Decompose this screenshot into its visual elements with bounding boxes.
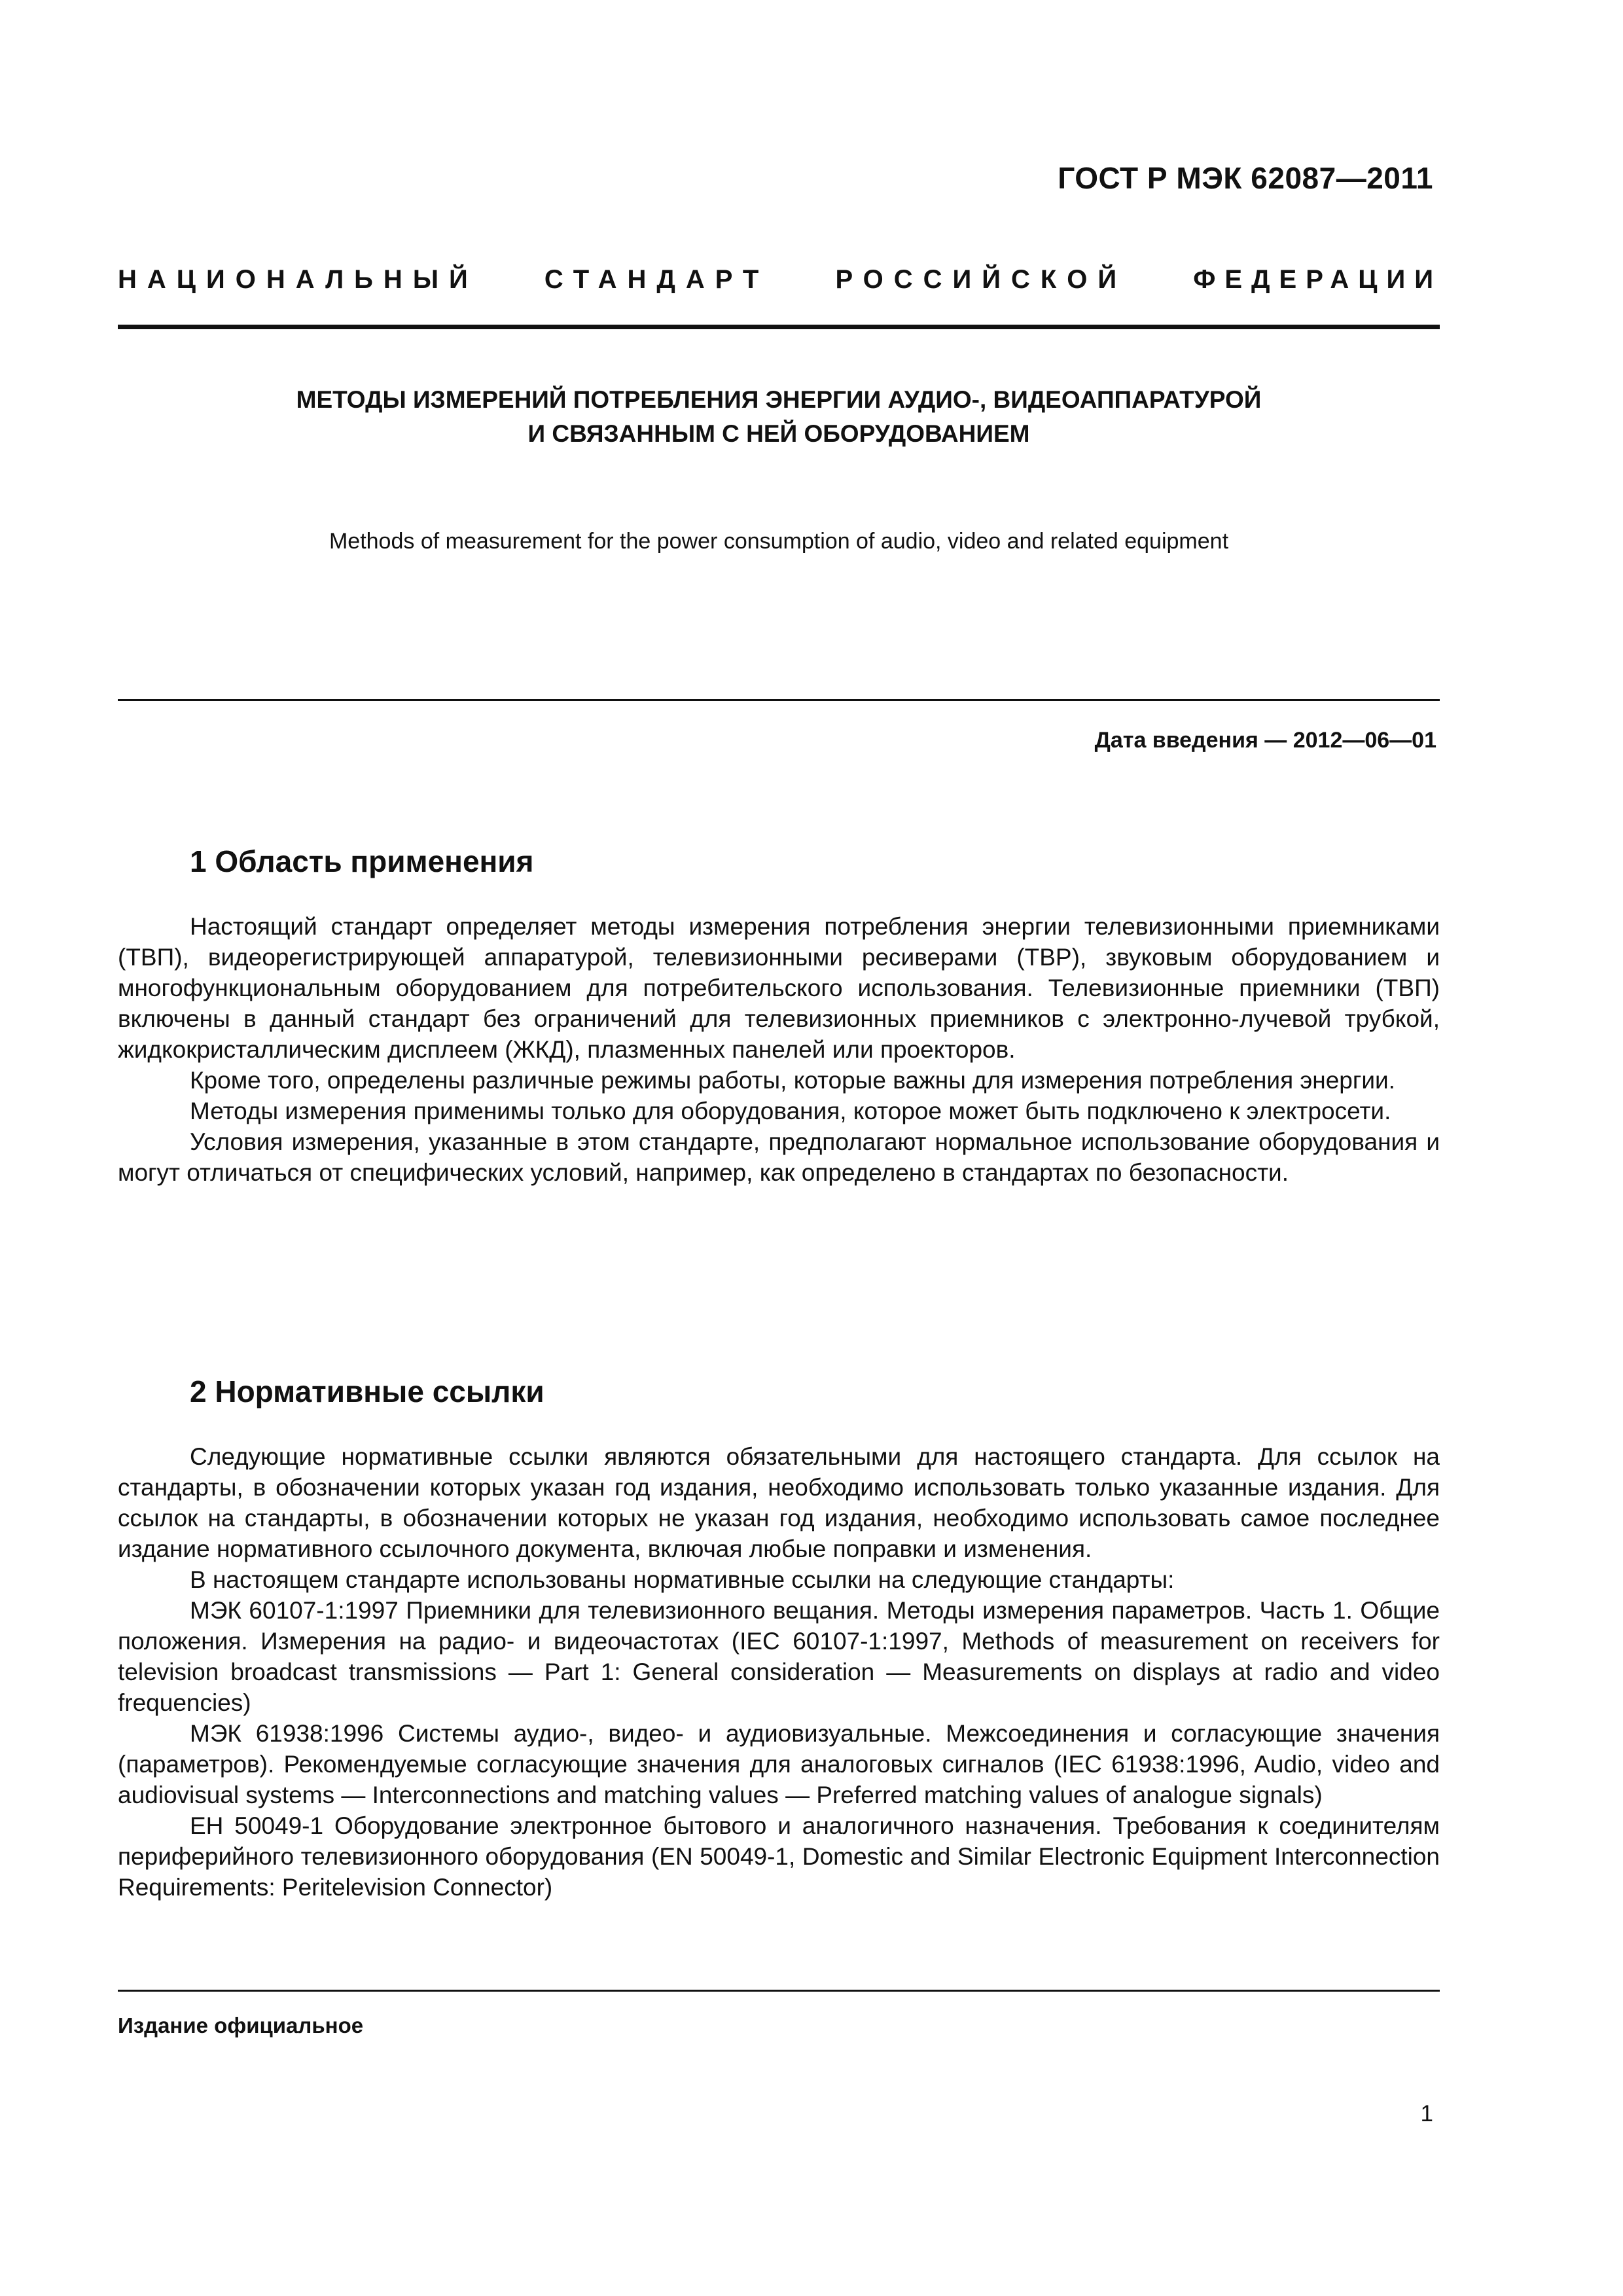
paragraph: Условия измерения, указанные в этом стандарте, предполагают нормальное использование оборудования и могут отличаться от специфических условий, например, как определено в стандартах по безопасности.: [118, 1128, 1440, 1186]
reference-entry: ЕН 50049-1 Оборудование электронное бытового и аналогичного назначения. Требования к соединителям периферийного телевизионного оборудования (EN 50049-1, Domestic and Similar Electronic Equipment Interconnection Requirements: Peritelevision Connector): [118, 1812, 1440, 1901]
paragraph: Настоящий стандарт определяет методы измерения потребления энергии телевизионными приемниками (ТВП), видеорегистрирующей аппаратурой, телевизионными ресиверами (ТВР), звуковым оборудованием и многофункциональным оборудованием для потребительского использования. Телевизионные приемники (ТВП) включены в данный стандарт без ограничений для телевизионных приемников с электронно-лучевой трубкой, жидкокристаллическим дисплеем (ЖКД), плазменных панелей или проекторов.: [118, 913, 1440, 1063]
paragraph: Следующие нормативные ссылки являются обязательными для настоящего стандарта. Для ссылок на стандарты, в обозначении которых указан год издания, необходимо использовать только указанные издания. Для ссылок на стандарты, в обозначении которых не указан год издания, необходимо использовать самое последнее издание нормативного ссылочного документа, включая любые поправки и изменения.: [118, 1443, 1440, 1562]
header-divider: [118, 325, 1440, 329]
document-title-en: Methods of measurement for the power consumption of audio, video and related equipment: [329, 529, 1229, 554]
section-heading: 2 Нормативные ссылки: [190, 1374, 544, 1408]
title-divider: [118, 699, 1440, 701]
banner-word: НАЦИОНАЛЬНЫЙ: [118, 265, 478, 294]
introduction-date: Дата введения — 2012—06—01: [1094, 728, 1436, 753]
reference-entry: МЭК 61938:1996 Системы аудио-, видео- и аудиовизуальные. Межсоединения и согласующие значения (параметров). Рекомендуемые согласующие значения для аналоговых сигналов (IEC 61938:1996, Audio, video and audiovisual systems — Interconnections and matching values — Preferred matching values of analogue signals): [118, 1720, 1440, 1808]
banner-word: ФЕДЕРАЦИИ: [1193, 265, 1442, 294]
document-title-ru: [118, 383, 1440, 451]
page-number: 1: [1420, 2101, 1433, 2126]
edition-label: Издание официальное: [118, 2013, 364, 2037]
paragraph: Кроме того, определены различные режимы работы, которые важны для измерения потребления энергии.: [190, 1067, 1395, 1094]
title-line: И СВЯЗАННЫМ С НЕЙ ОБОРУДОВАНИЕМ: [527, 420, 1030, 447]
paragraph: Методы измерения применимы только для оборудования, которое может быть подключено к электросети.: [190, 1098, 1391, 1124]
title-line: МЕТОДЫ ИЗМЕРЕНИЙ ПОТРЕБЛЕНИЯ ЭНЕРГИИ АУДИО-, ВИДЕОАППАРАТУРОЙ: [296, 386, 1262, 413]
section-scope: [118, 843, 1440, 1188]
reference-entry: МЭК 60107-1:1997 Приемники для телевизионного вещания. Методы измерения параметров. Часть 1. Общие положения. Измерения на радио- и видеочастотах (IEC 60107-1:1997, Methods of measurement on receivers for television broadcast transmissions — Part 1: General consideration — Measurements on displays at radio and video frequencies): [118, 1597, 1440, 1716]
national-standard-banner: [118, 265, 1442, 295]
section-heading: 1 Область применения: [190, 844, 534, 878]
banner-word: СТАНДАРТ: [544, 265, 770, 294]
footer-divider: [118, 1990, 1440, 1992]
section-normative-references: [118, 1373, 1440, 1903]
banner-word: РОССИЙСКОЙ: [835, 265, 1128, 294]
standard-designation: ГОСТ Р МЭК 62087—2011: [1058, 161, 1433, 195]
paragraph: В настоящем стандарте использованы нормативные ссылки на следующие стандарты:: [190, 1566, 1175, 1593]
